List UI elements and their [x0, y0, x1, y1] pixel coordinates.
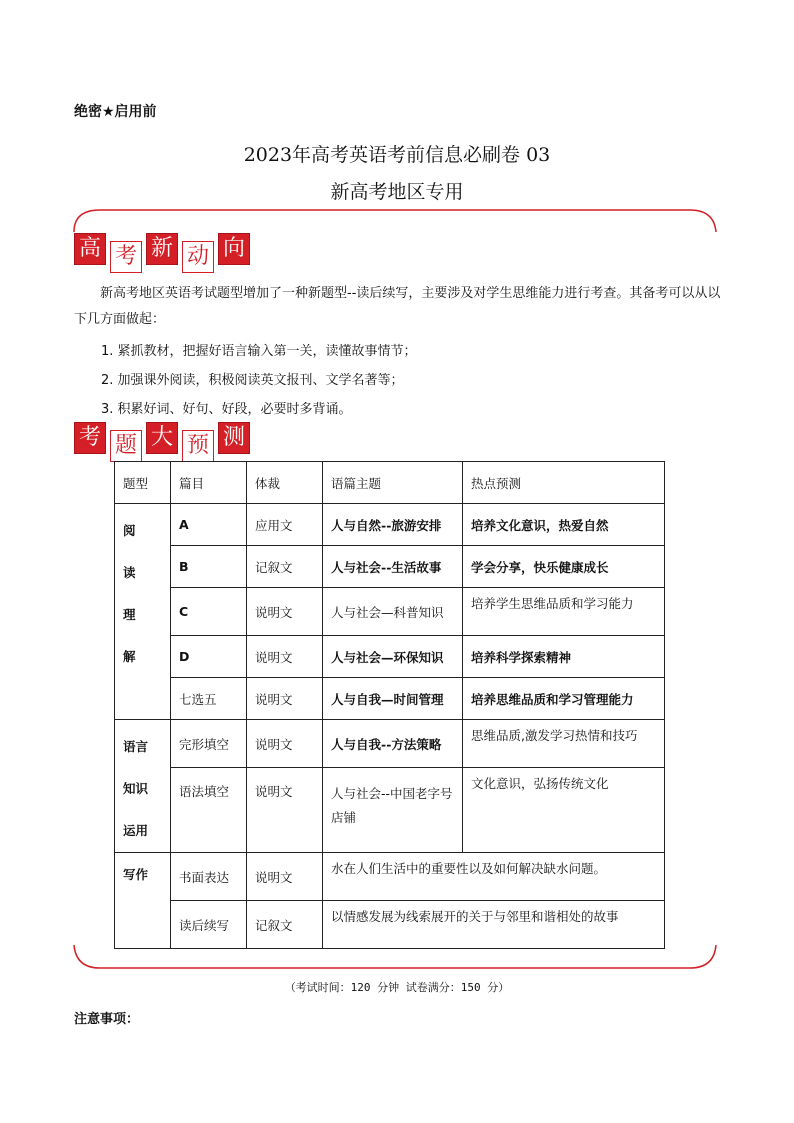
banner-char: 新 [146, 233, 178, 265]
table-cell: 人与社会—环保知识 [323, 636, 463, 678]
table-cell: 人与社会--中国老字号店铺 [323, 768, 463, 853]
table-cell: 记叙文 [247, 546, 323, 588]
table-row [115, 588, 665, 636]
table-cell: 应用文 [247, 504, 323, 546]
table-cell: 学会分享，快乐健康成长 [463, 546, 665, 588]
exam-forecast-table [114, 461, 665, 949]
table-header: 篇目 [171, 462, 247, 504]
table-cell: 人与自我—时间管理 [323, 678, 463, 720]
table-cell: 说明文 [247, 853, 323, 901]
intro-paragraph [74, 281, 726, 333]
table-header: 题型 [115, 462, 171, 504]
section-banner-forecast [74, 422, 250, 462]
table-header-row [115, 462, 665, 504]
banner-char: 考 [110, 241, 142, 273]
table-header: 语篇主题 [323, 462, 463, 504]
table-row [115, 678, 665, 720]
language-category [115, 720, 171, 853]
table-cell: C [171, 588, 247, 636]
category-char: 读 [123, 565, 136, 580]
table-cell: 培养科学探索精神 [463, 636, 665, 678]
page-subtitle: 新高考地区专用 [330, 181, 464, 203]
table-cell: 人与自我--方法策略 [323, 720, 463, 768]
banner-char: 动 [182, 241, 214, 273]
table-row [115, 546, 665, 588]
table-cell: 培养思维品质和学习管理能力 [463, 678, 665, 720]
table-cell: 书面表达 [171, 853, 247, 901]
table-row [115, 768, 665, 853]
category-char: 阅 [123, 523, 136, 538]
category-char: 解 [123, 649, 136, 664]
writing-category: 写作 [115, 853, 171, 949]
table-cell: 说明文 [247, 720, 323, 768]
banner-char: 预 [182, 430, 214, 462]
banner-char: 测 [218, 422, 250, 454]
confidential-label: 绝密★启用前 [74, 104, 157, 120]
tips-list [101, 337, 417, 424]
table-cell: 说明文 [247, 678, 323, 720]
list-item: 2. 加强课外阅读，积极阅读英文报刊、文学名著等； [101, 373, 404, 388]
table-cell: 培养文化意识，热爱自然 [463, 504, 665, 546]
section-banner-new-trends [74, 233, 250, 273]
table-cell: 人与自然--旅游安排 [323, 504, 463, 546]
table-row [115, 853, 665, 901]
table-cell: 水在人们生活中的重要性以及如何解决缺水问题。 [323, 853, 665, 901]
table-cell: 人与社会--生活故事 [323, 546, 463, 588]
exam-info: （考试时间：120 分钟 试卷满分：150 分） [284, 981, 510, 994]
table-cell: B [171, 546, 247, 588]
banner-char: 考 [74, 422, 106, 454]
banner-char: 高 [74, 233, 106, 265]
table-cell: D [171, 636, 247, 678]
table-cell: 培养学生思维品质和学习能力 [463, 588, 665, 636]
list-item: 3. 积累好词、好句、好段，必要时多背诵。 [101, 402, 352, 417]
list-item: 1. 紧抓教材，把握好语言输入第一关，读懂故事情节； [101, 344, 417, 359]
category-char: 语言 [123, 739, 149, 754]
table-row [115, 636, 665, 678]
table-cell: 说明文 [247, 588, 323, 636]
banner-char: 大 [146, 422, 178, 454]
table-cell: 语法填空 [171, 768, 247, 853]
table-cell: 人与社会—科普知识 [323, 588, 463, 636]
banner-char: 向 [218, 233, 250, 265]
table-row [115, 504, 665, 546]
category-char: 理 [123, 607, 136, 622]
category-char: 知识 [123, 781, 149, 796]
table-cell: 读后续写 [171, 901, 247, 949]
category-char: 运用 [123, 823, 149, 838]
banner-char: 题 [110, 430, 142, 462]
notice-heading: 注意事项： [74, 1012, 140, 1027]
table-row [115, 720, 665, 768]
table-header: 体裁 [247, 462, 323, 504]
intro-text: 新高考地区英语考试题型增加了一种新题型--读后续写，主要涉及对学生思维能力进行考查。其备考可以从以下几方面做起： [74, 286, 721, 327]
table-cell: 说明文 [247, 636, 323, 678]
table-row [115, 901, 665, 949]
table-cell: 思维品质,激发学习热情和技巧 [463, 720, 665, 768]
table-cell: 以情感发展为线索展开的关于与邻里和谐相处的故事 [323, 901, 665, 949]
page-title: 2023年高考英语考前信息必刷卷 03 [243, 144, 551, 166]
table-cell: 说明文 [247, 768, 323, 853]
reading-category [115, 504, 171, 720]
table-cell: 文化意识，弘扬传统文化 [463, 768, 665, 853]
table-cell: 完形填空 [171, 720, 247, 768]
table-header: 热点预测 [463, 462, 665, 504]
table-cell: 记叙文 [247, 901, 323, 949]
table-cell: 七选五 [171, 678, 247, 720]
table-cell: A [171, 504, 247, 546]
